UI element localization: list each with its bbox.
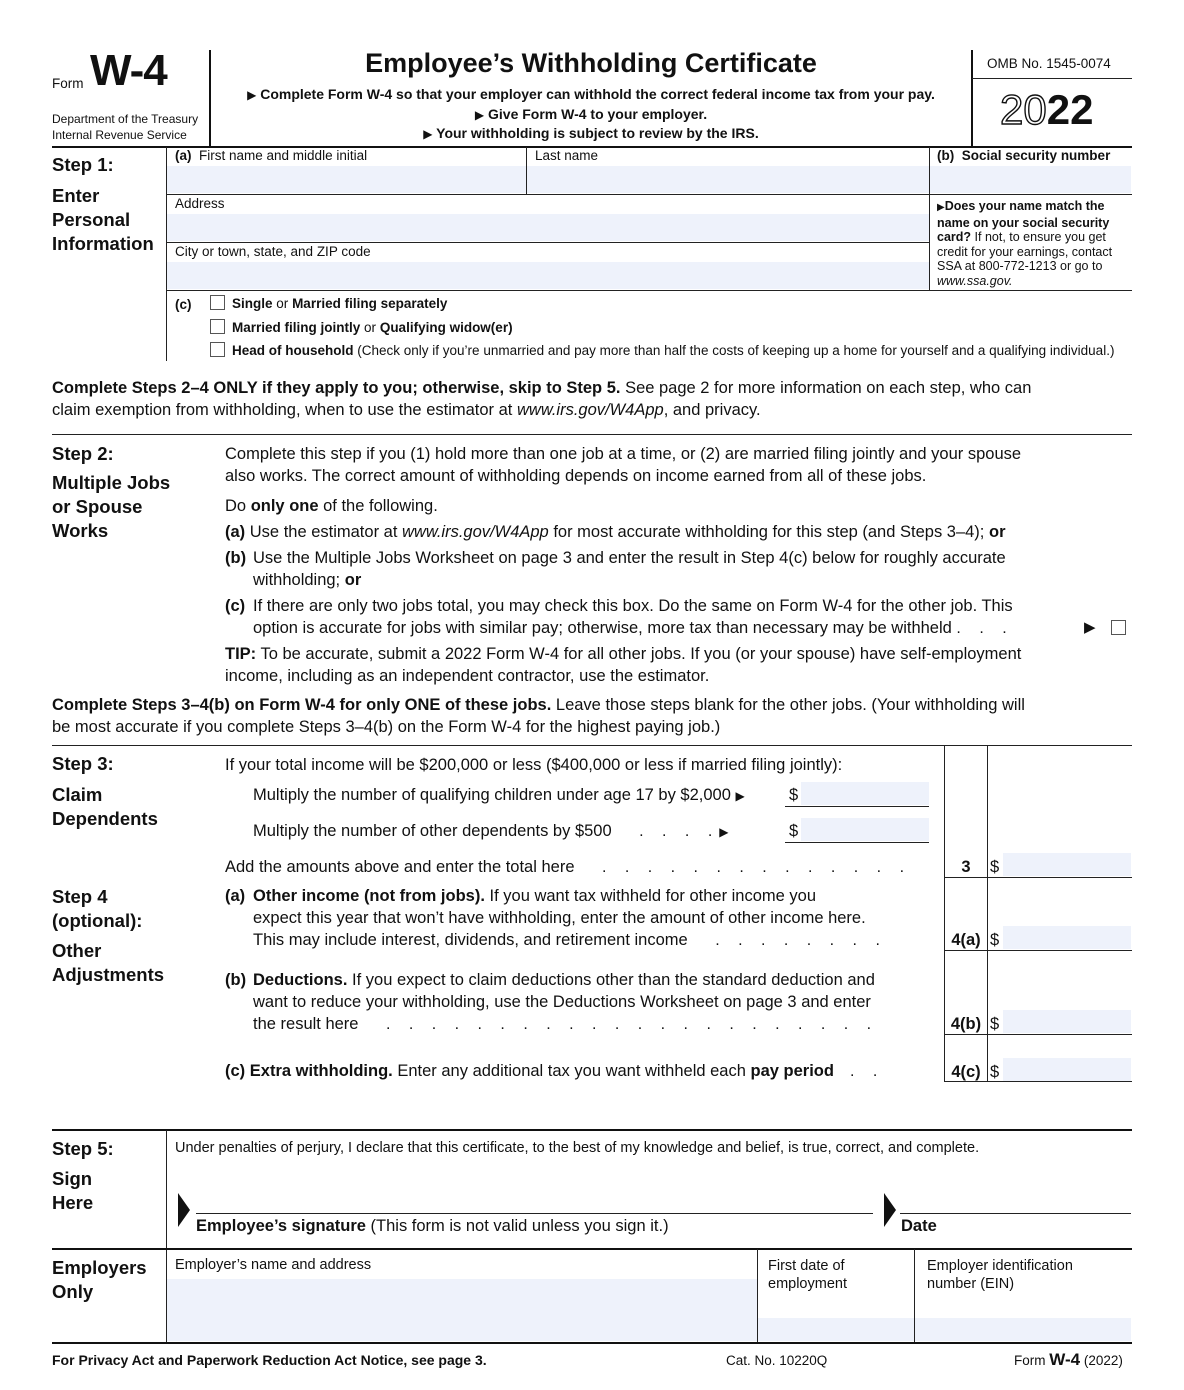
dollar-sign: $ (789, 786, 799, 804)
head-of-household-checkbox[interactable] (210, 342, 225, 357)
date-line (900, 1213, 1131, 1214)
divider (944, 877, 1132, 878)
step1-title-2: Personal (52, 209, 131, 230)
step1-label: Step 1: (52, 154, 114, 175)
last-name-input[interactable] (527, 166, 929, 193)
step2-title-2: or Spouse (52, 496, 143, 517)
privacy-notice: For Privacy Act and Paperwork Reduction Act Notice, see page 3. (52, 1352, 487, 1368)
step3-title-2: Dependents (52, 808, 158, 829)
divider (785, 806, 929, 807)
footer-form-id: Form W-4 (2022) (1014, 1350, 1123, 1369)
divider (944, 1081, 1132, 1082)
step2-intro: Complete this step if you (1) hold more than one job at a time, or (2) are married filing jointly and your spouse also works. The correct amount of withholding depends on income earned from all of these jobs. (225, 445, 1022, 485)
divider (52, 1248, 1132, 1250)
step2-label: Step 2: (52, 443, 114, 464)
step1-title-1: Enter (52, 185, 100, 206)
filing-status-tag: (c) (175, 297, 192, 312)
step2-option-a: (a) Use the estimator at www.irs.gov/W4App for most accurate withholding for this step (and Steps 3–4); or (225, 523, 1006, 541)
step4-title-2: Adjustments (52, 964, 165, 985)
divider (52, 434, 1132, 435)
address-label: Address (175, 196, 225, 211)
head-of-household-label: Head of household (Check only if you’re unmarried and pay more than half the costs of keeping up a home for yourself and a qualifying individual.) (232, 343, 1115, 358)
divider (166, 290, 1132, 291)
step2-option-c-tag: (c) (225, 597, 246, 615)
divider (52, 1129, 1132, 1131)
other-income-input[interactable] (1003, 926, 1131, 949)
date-field[interactable] (900, 1193, 1131, 1213)
step2-option-b-tag: (b) (225, 549, 247, 567)
step4-a-text: Other income (not from jobs). If you want tax withheld for other income you expect this year that won’t have withholding, enter the amount of other income here. This may include interest, dividends, and retirement income . . . . . . . . (253, 887, 887, 949)
signature-field[interactable] (196, 1193, 873, 1213)
divider (52, 745, 1132, 746)
dollar-sign: $ (789, 822, 799, 840)
first-name-input[interactable] (167, 166, 526, 193)
employers-title-1: Employers (52, 1257, 147, 1278)
step4-optional: (optional): (52, 910, 143, 931)
step2-option-c: If there are only two jobs total, you may check this box. Do the same on Form W-4 for the other job. This option is accurate for jobs with similar pay; otherwise, more tax than necessary may be withheld . . . (253, 597, 1014, 637)
dept-irs: Internal Revenue Service (52, 128, 187, 142)
last-name-label: Last name (535, 148, 599, 163)
other-dependents-amount-input[interactable] (801, 818, 929, 841)
perjury-statement: Under penalties of perjury, I declare that this certificate, to the best of my knowledge and belief, is true, correct, and complete. (175, 1140, 980, 1156)
omb-number: OMB No. 1545-0074 (987, 56, 1111, 71)
dollar-sign: $ (990, 931, 1000, 949)
form-word: Form (52, 76, 84, 91)
catalog-number: Cat. No. 10220Q (726, 1353, 828, 1368)
step2-tip: TIP: To be accurate, submit a 2022 Form W-4 for all other jobs. If you (or your spouse) have self-employment income, including as an independent contractor, use the estimator. (225, 645, 1022, 685)
header-instruction-3: ▶ Your withholding is subject to review by the IRS. (423, 125, 759, 141)
signature-line (196, 1213, 873, 1214)
signature-label: Employee’s signature (This form is not valid unless you sign it.) (196, 1217, 669, 1235)
first-date-input[interactable] (758, 1318, 914, 1341)
step2-title-1: Multiple Jobs (52, 472, 171, 493)
step4-title-1: Other (52, 940, 102, 961)
line-4c-number: 4(c) (951, 1063, 981, 1081)
date-label: Date (901, 1217, 937, 1235)
divider (52, 1342, 1132, 1344)
dollar-sign: $ (990, 1063, 1000, 1081)
step4-a-tag: (a) (225, 887, 246, 905)
steps-3-4-note: Complete Steps 3–4(b) on Form W-4 for only ONE of these jobs. Leave those steps blank for the other jobs. (Your withholding will be most accurate if you complete Steps 3–4(b) on the Form W-4 for the highest paying job.) (52, 696, 1025, 736)
ssn-input[interactable] (930, 166, 1131, 193)
divider (166, 242, 929, 243)
ein-input[interactable] (915, 1318, 1131, 1341)
dollar-sign: $ (990, 1015, 1000, 1033)
step3-total-input[interactable] (1003, 853, 1131, 876)
header-instruction-1: ▶ Complete Form W-4 so that your employer can withhold the correct federal income tax from your pay. (247, 86, 935, 102)
other-dependents-line-label: Multiply the number of other dependents by $500 . . . .▶ (253, 822, 729, 840)
step4-c-text: (c) Extra withholding. Enter any additional tax you want withheld each pay period . . (225, 1062, 885, 1080)
line-4b-number: 4(b) (950, 1015, 982, 1033)
first-name-label: (a) First name and middle initial (175, 148, 368, 163)
ein-label: Employer identification number (EIN) (927, 1258, 1073, 1292)
city-label: City or town, state, and ZIP code (175, 244, 371, 259)
step4-b-text: Deductions. If you expect to claim deductions other than the standard deduction and want to reduce your withholding, use the Deductions Worksheet on page 3 and enter the result here . . . . . . . . . . . . . . . . . . . . . . (253, 971, 879, 1033)
form-title: Employee’s Withholding Certificate (365, 48, 817, 78)
step3-label: Step 3: (52, 753, 114, 774)
step5-label: Step 5: (52, 1138, 114, 1159)
step4-b-tag: (b) (225, 971, 247, 989)
employer-name-input[interactable] (167, 1279, 757, 1341)
step1-title-3: Information (52, 233, 154, 254)
deductions-input[interactable] (1003, 1010, 1131, 1033)
tax-year: 2022 (1000, 86, 1094, 133)
divider (944, 1034, 1132, 1035)
married-jointly-label: Married filing jointly or Qualifying widow(er) (232, 320, 513, 335)
children-amount-input[interactable] (801, 782, 929, 805)
ssn-label: (b) Social security number (937, 148, 1111, 163)
step5-title-2: Here (52, 1192, 94, 1213)
children-line-label: Multiply the number of qualifying children under age 17 by $2,000 ▶ (253, 786, 745, 804)
single-label: Single or Married filing separately (232, 296, 448, 311)
step3-total-label: Add the amounts above and enter the total here . . . . . . . . . . . . . . (225, 858, 912, 876)
header-instruction-2: ▶ Give Form W-4 to your employer. (474, 106, 708, 122)
married-jointly-checkbox[interactable] (210, 319, 225, 334)
dollar-sign: $ (990, 858, 1000, 876)
divider (972, 78, 1132, 79)
step5-title-1: Sign (52, 1168, 93, 1189)
date-arrow-icon (884, 1193, 898, 1227)
line-4a-number: 4(a) (951, 931, 981, 949)
divider (944, 950, 1132, 951)
arrow-icon: ▶ (1084, 619, 1096, 636)
dept-treasury: Department of the Treasury (52, 112, 199, 126)
employer-name-label: Employer’s name and address (175, 1257, 372, 1273)
step4-label: Step 4 (52, 886, 108, 907)
step2-title-3: Works (52, 520, 109, 541)
ssn-note: ▶Does your name match the name on your social security card? If not, to ensure you get credit for your earnings, contact SSA at 800-772-1213 or go to www.ssa.gov. (937, 199, 1113, 288)
extra-withholding-input[interactable] (1003, 1058, 1131, 1081)
city-input[interactable] (167, 262, 929, 289)
step2-option-b: Use the Multiple Jobs Worksheet on page 3 and enter the result in Step 4(c) below for roughly accurate withholding; or (253, 549, 1006, 589)
divider (987, 746, 988, 1081)
step3-title-1: Claim (52, 784, 103, 805)
divider (166, 194, 1132, 195)
step3-intro: If your total income will be $200,000 or less ($400,000 or less if married filing jointly): (225, 756, 843, 774)
single-checkbox[interactable] (210, 295, 225, 310)
step2-do-only-one: Do only one of the following. (225, 497, 438, 515)
address-input[interactable] (167, 214, 929, 241)
line-3-number: 3 (961, 858, 971, 876)
two-jobs-checkbox[interactable] (1111, 620, 1126, 635)
employers-title-2: Only (52, 1281, 94, 1302)
signature-arrow-icon (178, 1193, 192, 1227)
first-date-label: First date of employment (768, 1258, 847, 1292)
form-name: W-4 (90, 46, 167, 95)
divider (785, 842, 929, 843)
intro-note: Complete Steps 2–4 ONLY if they apply to you; otherwise, skip to Step 5. See page 2 for more information on each step, who can claim exemption from withholding, when to use the estimator at www.irs.gov/W4App, and privacy. (52, 379, 1032, 419)
